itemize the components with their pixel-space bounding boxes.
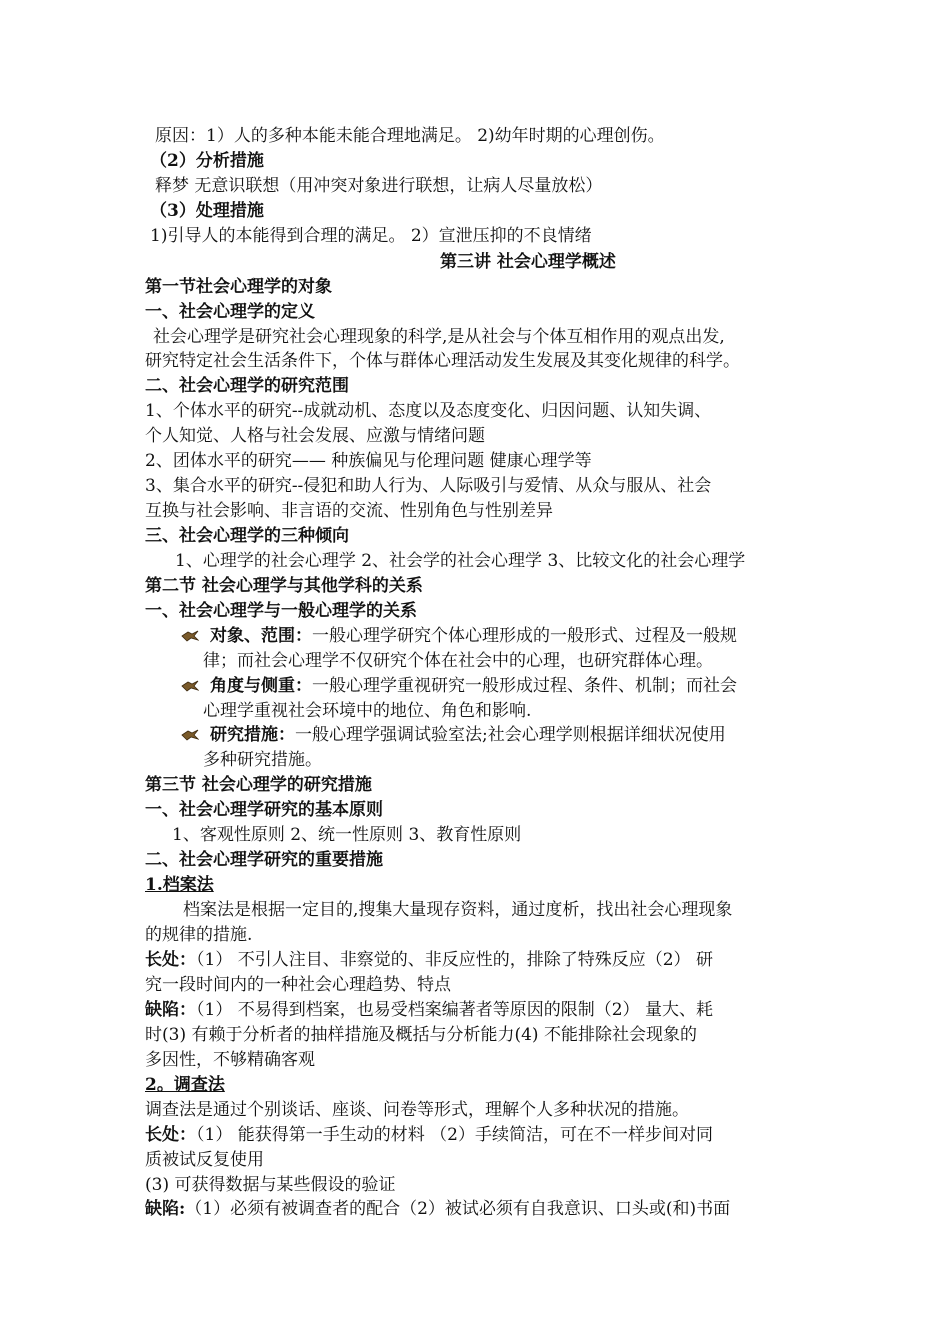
subsection-heading: 二、社会心理学研究的重要措施 (145, 850, 383, 870)
defects-text: （1）必须有被调查者的配合（2）被试必须有自我意识、口头或(和)书面 (185, 1199, 731, 1219)
text-line: 社会心理学是研究社会心理现象的科学,是从社会与个体互相作用的观点出发, (153, 327, 725, 347)
text-line: 的规律的措施. (145, 925, 253, 945)
advantages-line (145, 1123, 815, 1148)
defects-label: 缺陷: (145, 1199, 186, 1219)
subheading: （2）分析措施 (150, 151, 264, 171)
text-line: 原因：1）人的多种本能未能合理地满足。 2)幼年时期的心理创伤。 (155, 126, 665, 146)
bullet-text: 一般心理学重视研究一般形成过程、条件、机制；而社会 (312, 676, 737, 696)
subsection-heading: 一、社会心理学与一般心理学的关系 (145, 601, 417, 621)
bullet-term: 研究措施： (210, 725, 295, 745)
section-heading: 第三节 社会心理学的研究措施 (145, 775, 372, 795)
subsection-heading: 三、社会心理学的三种倾向 (145, 526, 349, 546)
subsection-heading: 一、社会心理学的定义 (145, 302, 315, 322)
advantages-line (145, 948, 815, 973)
bullet-text: 一般心理学强调试验室法;社会心理学则根据详细状况使用 (295, 725, 726, 745)
text-line: 2、团体水平的研究—— 种族偏见与伦理问题 健康心理学等 (145, 451, 592, 471)
bullet-text: 一般心理学研究个体心理形成的一般形式、过程及一般规 (312, 626, 737, 646)
method-heading: 2。调查法 (145, 1075, 225, 1095)
text-line: 究一段时间内的一种社会心理趋势、特点 (145, 975, 451, 995)
text-line: 互换与社会影响、非言语的交流、性别角色与性别差异 (145, 501, 553, 521)
text-line: 3、集合水平的研究--侵犯和助人行为、人际吸引与爱情、从众与服从、社会 (145, 476, 712, 496)
bullet-item-line (210, 674, 810, 699)
lecture-title: 第三讲 社会心理学概述 (440, 252, 616, 272)
defects-line (145, 998, 815, 1023)
text-line: 质被试反复使用 (145, 1150, 264, 1170)
text-line: 1、客观性原则 2、统一性原则 3、教育性原则 (172, 825, 522, 845)
advantages-text: （1） 能获得第一手生动的材料 （2）手续简洁，可在不一样步间对同 (196, 1125, 713, 1145)
subsection-heading: 二、社会心理学的研究范围 (145, 376, 349, 396)
subsection-heading: 一、社会心理学研究的基本原则 (145, 800, 383, 820)
text-line: 时(3) 有赖于分析者的抽样措施及概括与分析能力(4) 不能排除社会现象的 (145, 1025, 697, 1045)
bullet-item-line (210, 723, 810, 748)
bullet-term: 角度与侧重： (210, 676, 312, 696)
text-line: 调查法是通过个别谈话、座谈、问卷等形式，理解个人多种状况的措施。 (145, 1100, 689, 1120)
text-line: 多种研究措施。 (203, 750, 322, 770)
section-heading: 第二节 社会心理学与其他学科的关系 (145, 576, 423, 596)
text-line: 1、心理学的社会心理学 2、社会学的社会心理学 3、比较文化的社会心理学 (175, 551, 746, 571)
advantages-text: （1） 不引人注目、非察觉的、非反应性的，排除了特殊反应（2） 研 (196, 950, 713, 970)
text-line: 律；而社会心理学不仅研究个体在社会中的心理，也研究群体心理。 (203, 651, 713, 671)
subheading: （3）处理措施 (150, 201, 264, 221)
text-line: 1、个体水平的研究--成就动机、态度以及态度变化、归因问题、认知失调、 (145, 401, 712, 421)
bird-bullet-icon (181, 729, 199, 741)
text-line: 释梦 无意识联想（用冲突对象进行联想，让病人尽量放松） (155, 176, 603, 196)
text-line: 个人知觉、人格与社会发展、应激与情绪问题 (145, 426, 485, 446)
section-heading: 第一节社会心理学的对象 (145, 277, 332, 297)
bird-bullet-icon (181, 680, 199, 692)
text-line: (3) 可获得数据与某些假设的验证 (145, 1175, 396, 1195)
text-line: 1)引导人的本能得到合理的满足。 2）宣泄压抑的不良情绪 (150, 226, 592, 246)
defects-label: 缺陷： (145, 1000, 196, 1020)
bullet-term: 对象、范围： (210, 626, 312, 646)
bullet-item-line (210, 624, 810, 649)
bird-bullet-icon (181, 630, 199, 642)
method-heading: 1.档案法 (145, 875, 214, 895)
defects-text: （1） 不易得到档案，也易受档案编著者等原因的限制（2） 量大、耗 (196, 1000, 713, 1020)
defects-line (145, 1197, 815, 1222)
text-line: 心理学重视社会环境中的地位、角色和影响. (203, 701, 532, 721)
advantages-label: 长处： (145, 1125, 196, 1145)
text-line: 研究特定社会生活条件下，个体与群体心理活动发生发展及其变化规律的科学。 (145, 351, 740, 371)
advantages-label: 长处： (145, 950, 196, 970)
text-line: 多因性，不够精确客观 (145, 1050, 315, 1070)
text-line: 档案法是根据一定目的,搜集大量现存资料，通过度析，找出社会心理现象 (183, 900, 733, 920)
